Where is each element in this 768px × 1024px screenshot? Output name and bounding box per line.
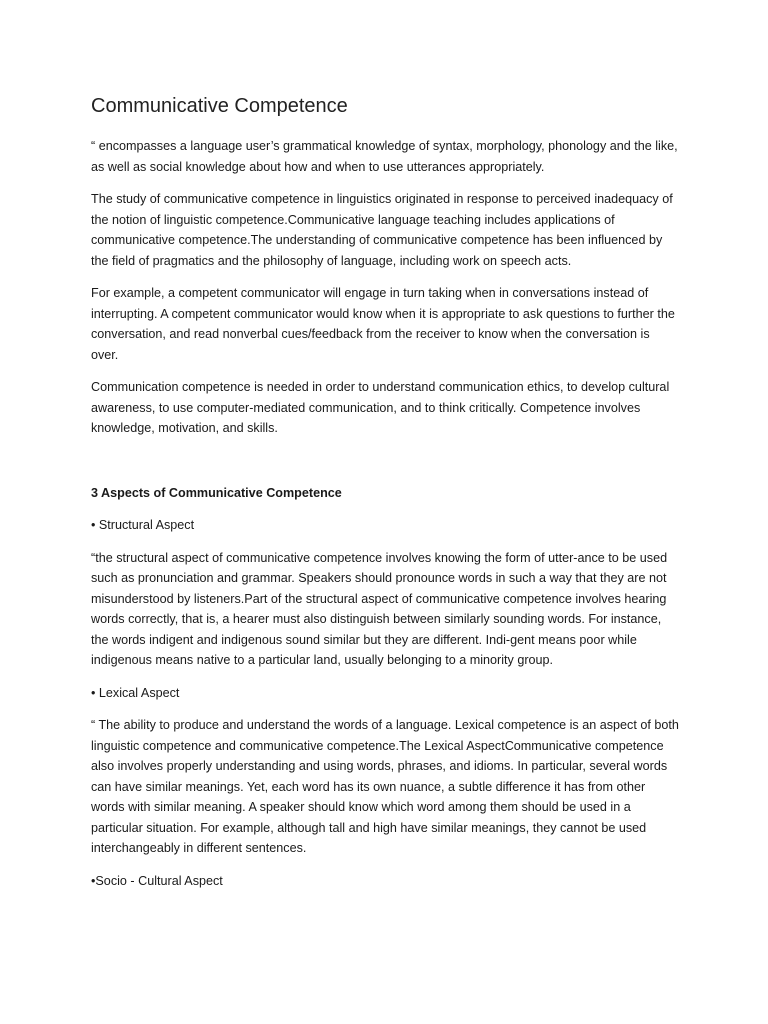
aspect-text-lexical: “ The ability to produce and understand the words of a language. Lexical competence is an aspect of both linguistic competence and communicative competence.The Lexical AspectCommunicative competence also involves properly understanding and using words, phrases, and idioms. In particular, several words can have similar meanings. Yet, each word has its own nuance, a subtle difference it has from other words with similar meaning. A speaker should know which word among them should be used in a particular situation. For example, although tall and high have similar meanings, they cannot be used interchangeably in different sentences. (91, 718, 679, 855)
aspect-bullet-socio-cultural: •Socio - Cultural Aspect (91, 873, 223, 888)
intro-paragraph: The study of communicative competence in linguistics originated in response to perceived inadequacy of the notion of linguistic competence.Communicative language teaching includes applications of communicative competence.The understanding of communicative competence has been influenced by the field of pragmatics and the philosophy of language, including work on speech acts. (91, 192, 673, 268)
document-title: Communicative Competence (91, 95, 348, 117)
intro-paragraph: Communication competence is needed in order to understand communication ethics, to develop cultural awareness, to use computer-mediated communication, and to think critically. Competence involves knowledge, motivation, and skills. (91, 380, 670, 435)
aspect-bullet-structural: • Structural Aspect (91, 518, 195, 532)
aspect-text-structural: “the structural aspect of communicative competence involves knowing the form of utter-ance to be used such as pronunciation and grammar. Speakers should pronounce words in such a way that they are not misunderstood by listeners.Part of the structural aspect of communicative competence involves hearing words correctly, that is, a hearer must also distinguish between similarly sounding words. For instance, the words indigent and indigenous sound similar but they are different. Indi-gent means poor while indigenous means native to a particular land, usually belonging to a minority group. (91, 550, 668, 667)
document-content (91, 92, 679, 903)
aspect-bullet-lexical: • Lexical Aspect (91, 685, 180, 700)
intro-paragraph: For example, a competent communicator will engage in turn taking when in conversations instead of interrupting. A competent communicator would know when it is appropriate to ask questions to further the conversation, and read nonverbal cues/feedback from the receiver to know when the conversation is over. (91, 286, 675, 362)
intro-paragraph: “ encompasses a language user’s grammatical knowledge of syntax, morphology, phonology and the like, as well as social knowledge about how and when to use utterances appropriately. (91, 139, 678, 174)
section-heading: 3 Aspects of Communicative Competence (91, 485, 342, 500)
